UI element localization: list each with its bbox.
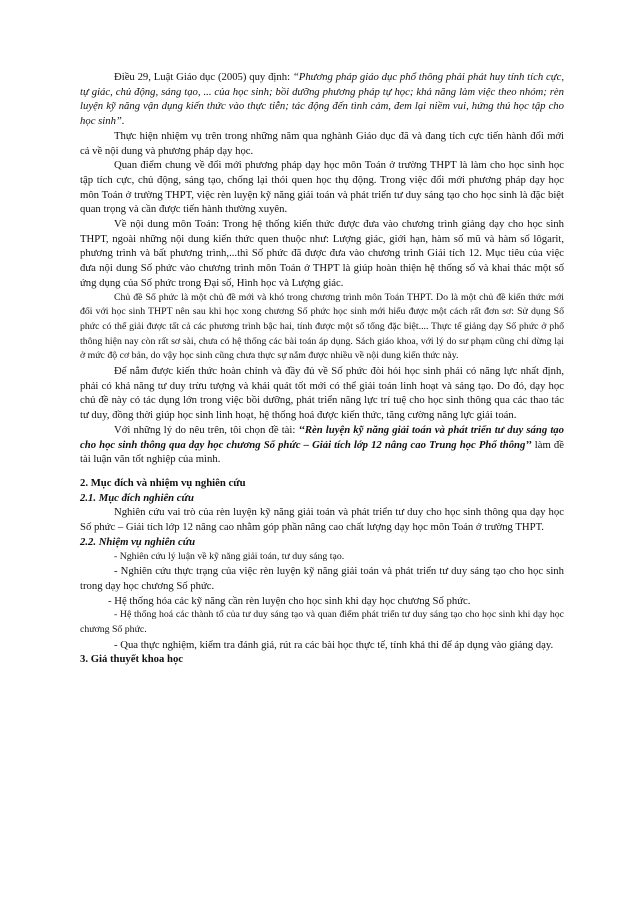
subsection-2-2-heading: 2.2. Nhiệm vụ nghiên cứu: [80, 535, 196, 548]
law-intro-text: Điều 29, Luật Giáo dục (2005) quy định:: [114, 71, 293, 83]
section-spacer: [80, 467, 564, 476]
paragraph-complex-mastery: Để nắm được kiến thức hoàn chỉnh và đầy đủ về Số phức đòi hỏi học sinh phải có năng lực nhất định, phải có khả năng tư duy trừu tượng và khái quát tốt mới có thể giải toán linh hoạt và sáng tạo. Do đó, dạy học chủ đề này có tác dụng lớn trong việc bồi dưỡng, phát triển năng lực trí tuệ cho học sinh thông qua các thao tác tư duy, đồng thời giúp học sinh linh hoạt, hệ thống hoá được kiến thức, tăng cường năng lực giải toán.: [80, 365, 564, 422]
section-3-heading: 3. Giả thuyết khoa học: [80, 653, 184, 666]
task-item: - Hệ thống hoá các thành tố của tư duy sáng tạo và quan điểm phát triển tư duy sáng tạo cho học sinh khi dạy học chương Số phức.: [80, 609, 564, 636]
paragraph-thesis-topic: [80, 423, 564, 467]
task-item: - Nghiên cứu thực trạng của việc rèn luyện kỹ năng giải toán và phát triển tư duy sáng tạo cho học sinh trong dạy học chương Số phức.: [80, 565, 564, 592]
law-quote-text: “Phương pháp giáo dục phổ thông phải phát huy tính tích cực, tự giác, chủ động, sáng tạo, ... của học sinh; bồi dưỡng phương pháp tự học; khả năng làm việc theo nhóm; rèn luyện kỹ năng vận dụng kiến thức vào thực tiễn; tác động đến tình cảm, đem lại niềm vui, hứng thú học tập cho học sinh”.: [80, 71, 564, 128]
topic-intro-text: Với những lý do nêu trên, tôi chọn đề tài:: [114, 423, 299, 436]
paragraph-complex-topic: Chủ đề Số phức là một chủ đề mới và khó trong chương trình môn Toán THPT. Do là một chủ đề kiến thức mới đối với học sinh THPT nên sau khi học xong chương Số phức học sinh mới hiểu được một cách rất đơn sơ: Sử dụng Số phức có thể giải được tất cả các phương trình bậc hai, tính được một số tổng đặc biệt.... Thực tế giảng dạy Số phức ở phổ thông hiện nay còn rất sơ sài, chưa có hệ thống các bài toán áp dụng. Sách giáo khoa, với lý do sư phạm cũng chỉ dừng lại ở mức độ cơ bản, do vậy học sinh cũng chưa thực sự nắm được nhiều về nội dung kiến thức này.: [80, 291, 564, 362]
paragraph-law-quote: [80, 70, 564, 129]
paragraph-teaching-method: Quan điểm chung về đổi mới phương pháp dạy học môn Toán ở trường THPT là làm cho học sinh học tập tích cực, chủ động, sáng tạo, chống lại thói quen học thụ động. Trong việc đổi mới phương pháp dạy học môn Toán ở trường THPT, việc rèn luyện kỹ năng giải toán và phát triển tư duy sáng tạo cho học sinh là đặc biệt quan trọng và cần được tiến hành thường xuyên.: [80, 159, 564, 216]
paragraph-education-reform: Thực hiện nhiệm vụ trên trong những năm qua nghành Giáo dục đã và đang tích cực tiến hành đổi mới cả về nội dung và phương pháp dạy học.: [80, 129, 564, 157]
section-2-heading: 2. Mục đích và nhiệm vụ nghiên cứu: [80, 476, 246, 489]
task-item: - Hệ thống hóa các kỹ năng cần rèn luyện cho học sinh khi dạy học chương Số phức.: [108, 594, 471, 607]
topic-tail-text: làm đề tài luận văn tốt nghiệp của mình.: [80, 438, 564, 466]
subsection-2-1-heading: 2.1. Mục đích nghiên cứu: [80, 491, 194, 504]
thesis-title: ‘‘Rèn luyện kỹ năng giải toán và phát triển tư duy sáng tạo cho học sinh thông qua dạy học chương Số phức – Giải tích lớp 12 nâng cao Trung học Phổ thông’’: [80, 423, 564, 451]
task-item: - Nghiên cứu lý luận về kỹ năng giải toán, tư duy sáng tạo.: [114, 550, 345, 562]
paragraph-math-content: Về nội dung môn Toán: Trong hệ thống kiến thức được đưa vào chương trình giảng dạy cho học sinh THPT, ngoài những nội dung kiến thức quen thuộc như: Lượng giác, giới hạn, hàm số mũ và hàm số lôgarit, phương trình và bất phương trình,...thì Số phức đã được đưa vào chương trình Giải tích 12. Mục tiêu của việc đưa nội dung Số phức vào chương trình môn Toán ở THPT là giúp hoàn thiện hệ thống số và khai thác một số ứng dụng của Số phức trong Đại số, Hình học và Lượng giác.: [80, 218, 564, 289]
subsection-2-1-text: Nghiên cứu vai trò của rèn luyện kỹ năng giải toán và phát triển tư duy cho học sinh thông qua dạy học Số phức – Giải tích lớp 12 nâng cao nhằm góp phần nâng cao chất lượng dạy học môn Toán ở trường THPT.: [80, 506, 564, 534]
task-item: - Qua thực nghiệm, kiểm tra đánh giá, rút ra các bài học thực tế, tính khả thi để áp dụng vào giảng dạy.: [114, 638, 554, 651]
